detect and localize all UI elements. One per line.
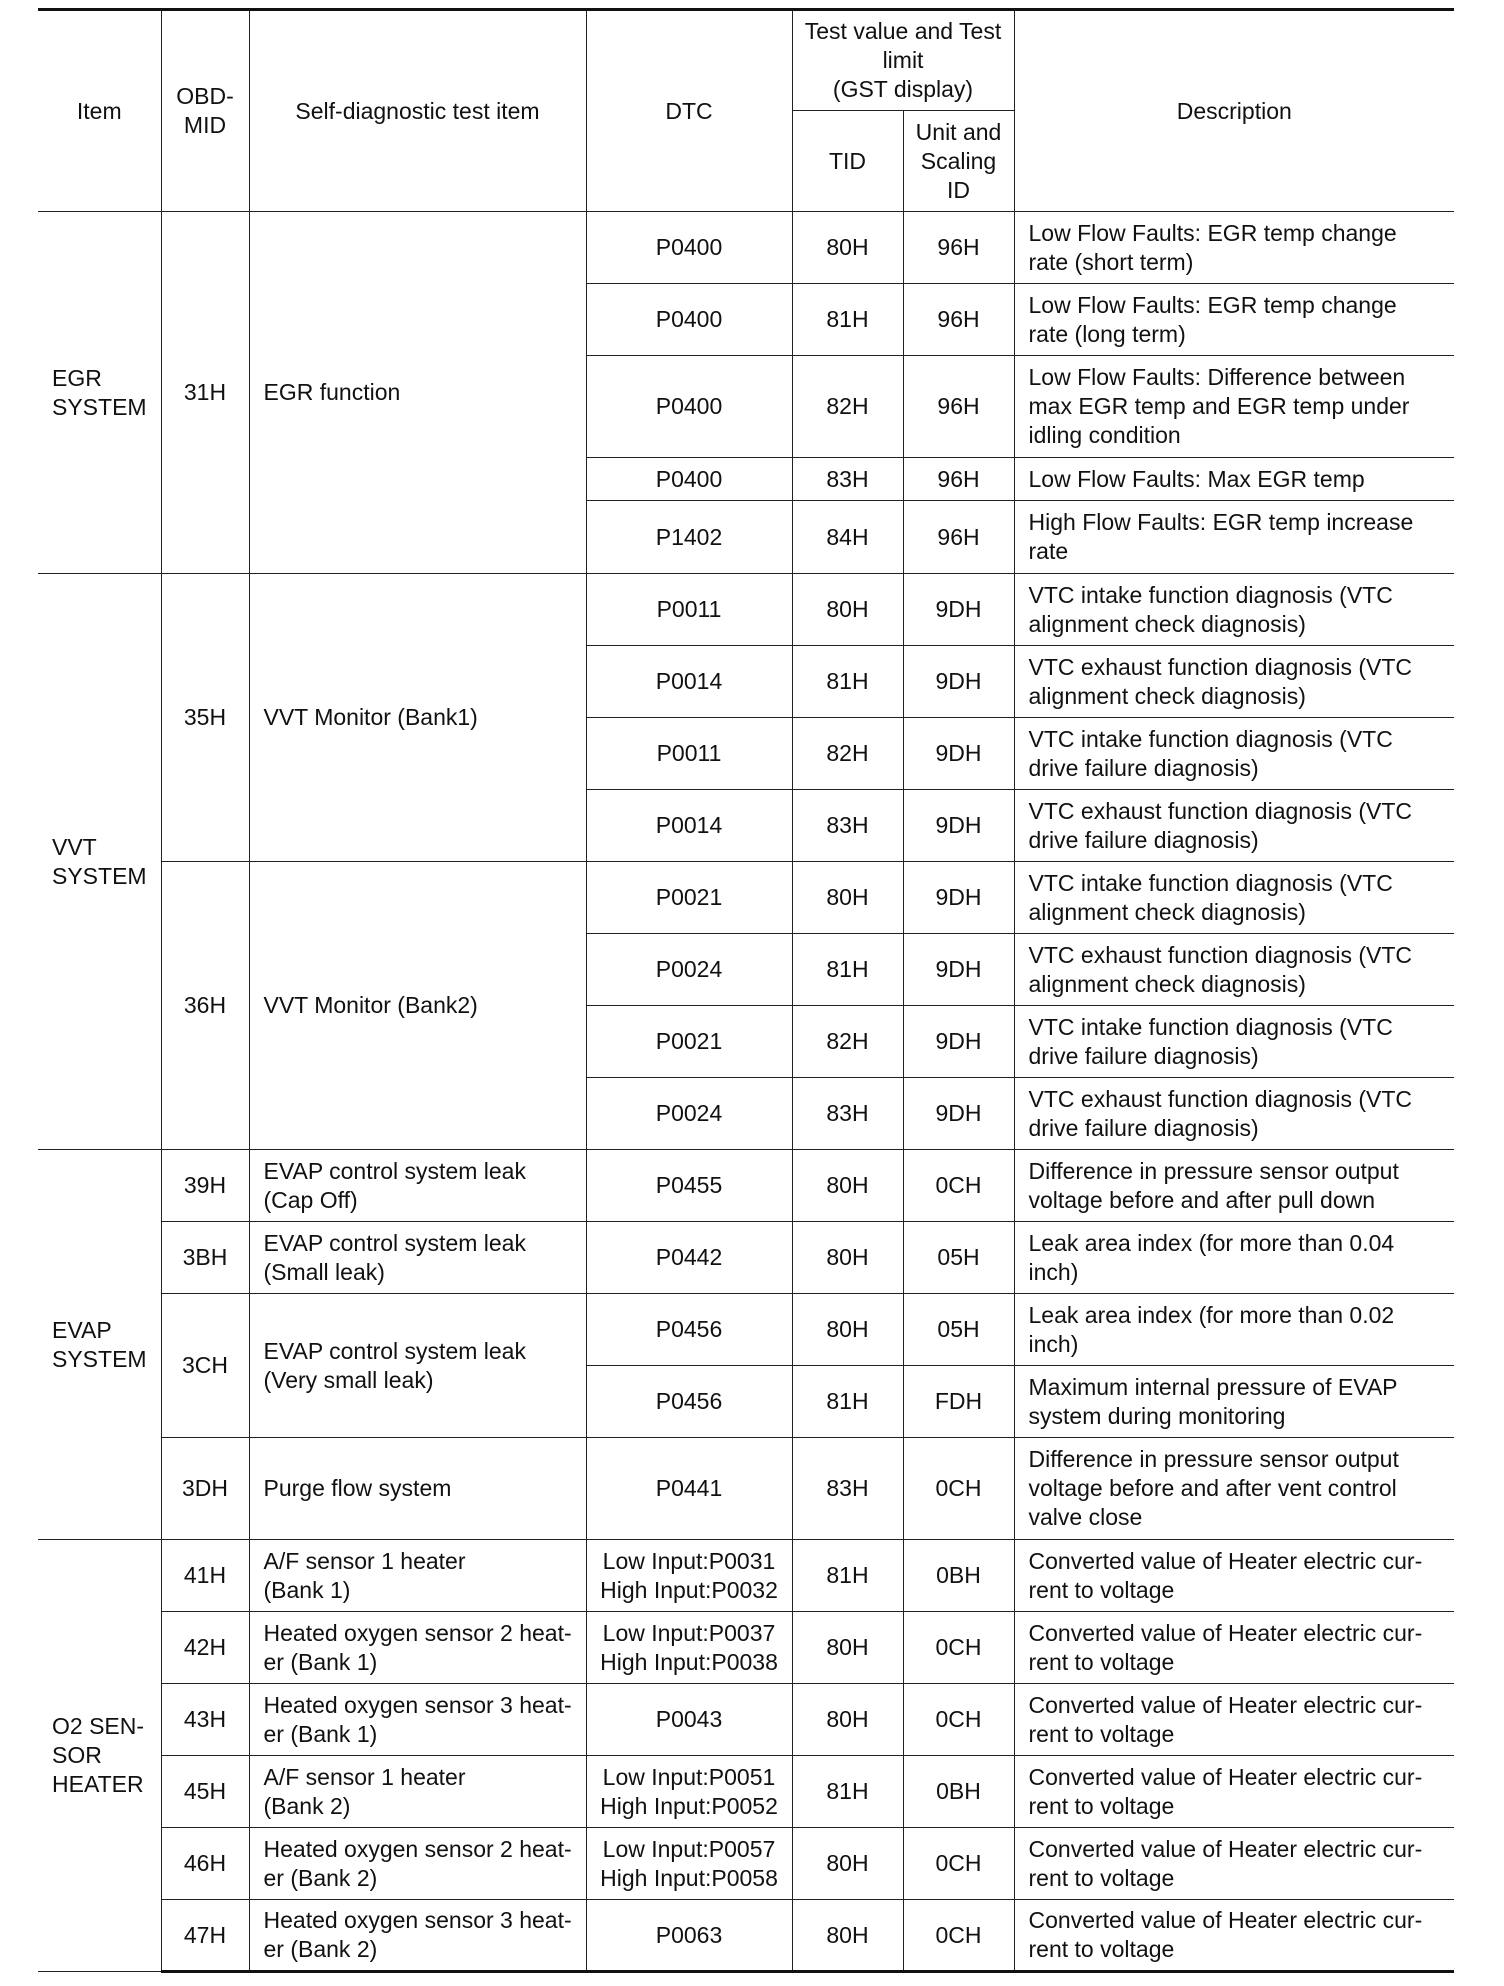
unit-cell: 9DH <box>903 862 1014 934</box>
dtc-cell: P0011 <box>586 718 792 790</box>
unit-cell: 9DH <box>903 574 1014 646</box>
dtc-cell: Low Input:P0051 High Input:P0052 <box>586 1756 792 1828</box>
tid-cell: 83H <box>792 1078 903 1150</box>
description-cell: Leak area index (for more than 0.04 inch) <box>1014 1222 1454 1294</box>
tid-cell: 80H <box>792 1684 903 1756</box>
table-row <box>38 212 1454 284</box>
table-row <box>38 1612 1454 1684</box>
tid-cell: 80H <box>792 1222 903 1294</box>
tid-cell: 82H <box>792 356 903 458</box>
dtc-cell: P0021 <box>586 862 792 934</box>
test-item-cell: EVAP control system leak (Cap Off) <box>249 1150 586 1222</box>
obd-mid-cell: 31H <box>161 212 249 574</box>
unit-cell: 9DH <box>903 718 1014 790</box>
obd-mid-cell: 3CH <box>161 1294 249 1438</box>
tid-cell: 80H <box>792 212 903 284</box>
tid-cell: 80H <box>792 1828 903 1900</box>
description-cell: Converted value of Heater electric cur- rent to voltage <box>1014 1540 1454 1612</box>
dtc-cell: P0456 <box>586 1294 792 1366</box>
tid-cell: 80H <box>792 1294 903 1366</box>
test-item-cell: EVAP control system leak (Very small leak) <box>249 1294 586 1438</box>
description-cell: Converted value of Heater electric cur- rent to voltage <box>1014 1828 1454 1900</box>
header-dtc: DTC <box>586 10 792 212</box>
unit-cell: 05H <box>903 1294 1014 1366</box>
description-cell: VTC intake function diagnosis (VTC drive failure diagnosis) <box>1014 718 1454 790</box>
test-item-cell: EVAP control system leak (Small leak) <box>249 1222 586 1294</box>
dtc-cell: Low Input:P0031 High Input:P0032 <box>586 1540 792 1612</box>
unit-cell: 9DH <box>903 1078 1014 1150</box>
test-item-cell: Heated oxygen sensor 3 heat- er (Bank 1) <box>249 1684 586 1756</box>
dtc-cell: P0455 <box>586 1150 792 1222</box>
unit-cell: 96H <box>903 212 1014 284</box>
unit-cell: 96H <box>903 458 1014 501</box>
description-cell: VTC intake function diagnosis (VTC alignment check diagnosis) <box>1014 862 1454 934</box>
tid-cell: 81H <box>792 284 903 356</box>
obd-mid-cell: 35H <box>161 574 249 862</box>
tid-cell: 81H <box>792 934 903 1006</box>
tid-cell: 83H <box>792 1438 903 1540</box>
description-cell: Low Flow Faults: Max EGR temp <box>1014 458 1454 501</box>
table-row <box>38 1540 1454 1612</box>
unit-cell: 9DH <box>903 934 1014 1006</box>
obd-mid-cell: 45H <box>161 1756 249 1828</box>
obd-mid-cell: 47H <box>161 1900 249 1972</box>
unit-cell: 0CH <box>903 1684 1014 1756</box>
obd-mid-cell: 39H <box>161 1150 249 1222</box>
header-item: Item <box>38 10 161 212</box>
header-description: Description <box>1014 10 1454 212</box>
item-cell: VVT SYSTEM <box>38 574 161 1150</box>
description-cell: Difference in pressure sensor output voltage before and after pull down <box>1014 1150 1454 1222</box>
unit-cell: FDH <box>903 1366 1014 1438</box>
dtc-cell: P0043 <box>586 1684 792 1756</box>
table-row <box>38 1222 1454 1294</box>
table-row <box>38 574 1454 646</box>
description-cell: Low Flow Faults: Difference between max EGR temp and EGR temp under idling condition <box>1014 356 1454 458</box>
dtc-cell: P0024 <box>586 1078 792 1150</box>
description-cell: Leak area index (for more than 0.02 inch) <box>1014 1294 1454 1366</box>
obd-mid-cell: 3BH <box>161 1222 249 1294</box>
description-cell: High Flow Faults: EGR temp increase rate <box>1014 501 1454 574</box>
dtc-cell: P0400 <box>586 212 792 284</box>
test-item-cell: Heated oxygen sensor 2 heat- er (Bank 1) <box>249 1612 586 1684</box>
table-row <box>38 862 1454 934</box>
item-cell: O2 SEN- SOR HEATER <box>38 1540 161 1972</box>
unit-cell: 0CH <box>903 1612 1014 1684</box>
tid-cell: 80H <box>792 1612 903 1684</box>
tid-cell: 83H <box>792 458 903 501</box>
unit-cell: 0BH <box>903 1756 1014 1828</box>
obd-mid-cell: 43H <box>161 1684 249 1756</box>
table-row <box>38 1756 1454 1828</box>
description-cell: VTC intake function diagnosis (VTC drive failure diagnosis) <box>1014 1006 1454 1078</box>
description-cell: Maximum internal pressure of EVAP system during monitoring <box>1014 1366 1454 1438</box>
unit-cell: 0CH <box>903 1150 1014 1222</box>
unit-cell: 9DH <box>903 790 1014 862</box>
dtc-cell: P0400 <box>586 284 792 356</box>
tid-cell: 80H <box>792 574 903 646</box>
header-test-value: Test value and Test limit (GST display) <box>792 10 1014 111</box>
table-row <box>38 1150 1454 1222</box>
tid-cell: 81H <box>792 1540 903 1612</box>
description-cell: Low Flow Faults: EGR temp change rate (long term) <box>1014 284 1454 356</box>
unit-cell: 0CH <box>903 1438 1014 1540</box>
item-cell: EVAP SYSTEM <box>38 1150 161 1540</box>
description-cell: Low Flow Faults: EGR temp change rate (short term) <box>1014 212 1454 284</box>
description-cell: VTC intake function diagnosis (VTC alignment check diagnosis) <box>1014 574 1454 646</box>
tid-cell: 80H <box>792 862 903 934</box>
unit-cell: 0BH <box>903 1540 1014 1612</box>
dtc-cell: P0014 <box>586 646 792 718</box>
test-item-cell: VVT Monitor (Bank2) <box>249 862 586 1150</box>
test-item-cell: Purge flow system <box>249 1438 586 1540</box>
unit-cell: 9DH <box>903 646 1014 718</box>
dtc-cell: Low Input:P0037 High Input:P0038 <box>586 1612 792 1684</box>
description-cell: Converted value of Heater electric cur- rent to voltage <box>1014 1756 1454 1828</box>
header-unit-scaling: Unit and Scaling ID <box>903 111 1014 212</box>
tid-cell: 81H <box>792 1366 903 1438</box>
dtc-cell: Low Input:P0057 High Input:P0058 <box>586 1828 792 1900</box>
dtc-cell: P0014 <box>586 790 792 862</box>
unit-cell: 96H <box>903 356 1014 458</box>
table-row <box>38 1684 1454 1756</box>
tid-cell: 81H <box>792 646 903 718</box>
table-container <box>38 8 1454 1973</box>
description-cell: Converted value of Heater electric cur- rent to voltage <box>1014 1684 1454 1756</box>
tid-cell: 83H <box>792 790 903 862</box>
dtc-cell: P0400 <box>586 458 792 501</box>
dtc-cell: P0011 <box>586 574 792 646</box>
description-cell: VTC exhaust function diagnosis (VTC drive failure diagnosis) <box>1014 790 1454 862</box>
dtc-cell: P0024 <box>586 934 792 1006</box>
unit-cell: 0CH <box>903 1900 1014 1972</box>
dtc-cell: P1402 <box>586 501 792 574</box>
test-item-cell: Heated oxygen sensor 2 heat- er (Bank 2) <box>249 1828 586 1900</box>
tid-cell: 82H <box>792 718 903 790</box>
header-obd-mid: OBD- MID <box>161 10 249 212</box>
unit-cell: 9DH <box>903 1006 1014 1078</box>
unit-cell: 96H <box>903 284 1014 356</box>
unit-cell: 0CH <box>903 1828 1014 1900</box>
header-tid: TID <box>792 111 903 212</box>
obd-mid-cell: 41H <box>161 1540 249 1612</box>
unit-cell: 96H <box>903 501 1014 574</box>
obd-self-diagnostic-table <box>38 8 1454 1973</box>
tid-cell: 84H <box>792 501 903 574</box>
test-item-cell: EGR function <box>249 212 586 574</box>
description-cell: VTC exhaust function diagnosis (VTC drive failure diagnosis) <box>1014 1078 1454 1150</box>
unit-cell: 05H <box>903 1222 1014 1294</box>
header-test-item: Self-diagnostic test item <box>249 10 586 212</box>
test-item-cell: VVT Monitor (Bank1) <box>249 574 586 862</box>
table-row <box>38 1438 1454 1540</box>
description-cell: Converted value of Heater electric cur- rent to voltage <box>1014 1900 1454 1972</box>
table-row <box>38 1900 1454 1972</box>
test-item-cell: A/F sensor 1 heater (Bank 1) <box>249 1540 586 1612</box>
dtc-cell: P0441 <box>586 1438 792 1540</box>
description-cell: Converted value of Heater electric cur- rent to voltage <box>1014 1612 1454 1684</box>
tid-cell: 80H <box>792 1150 903 1222</box>
dtc-cell: P0442 <box>586 1222 792 1294</box>
description-cell: VTC exhaust function diagnosis (VTC alignment check diagnosis) <box>1014 646 1454 718</box>
description-cell: VTC exhaust function diagnosis (VTC alignment check diagnosis) <box>1014 934 1454 1006</box>
obd-mid-cell: 46H <box>161 1828 249 1900</box>
test-item-cell: Heated oxygen sensor 3 heat- er (Bank 2) <box>249 1900 586 1972</box>
description-cell: Difference in pressure sensor output voltage before and after vent control valve close <box>1014 1438 1454 1540</box>
dtc-cell: P0400 <box>586 356 792 458</box>
test-item-cell: A/F sensor 1 heater (Bank 2) <box>249 1756 586 1828</box>
tid-cell: 81H <box>792 1756 903 1828</box>
tid-cell: 80H <box>792 1900 903 1972</box>
obd-mid-cell: 3DH <box>161 1438 249 1540</box>
item-cell: EGR SYSTEM <box>38 212 161 574</box>
tid-cell: 82H <box>792 1006 903 1078</box>
dtc-cell: P0063 <box>586 1900 792 1972</box>
obd-mid-cell: 36H <box>161 862 249 1150</box>
dtc-cell: P0456 <box>586 1366 792 1438</box>
table-row <box>38 1828 1454 1900</box>
dtc-cell: P0021 <box>586 1006 792 1078</box>
table-row <box>38 1294 1454 1366</box>
obd-mid-cell: 42H <box>161 1612 249 1684</box>
